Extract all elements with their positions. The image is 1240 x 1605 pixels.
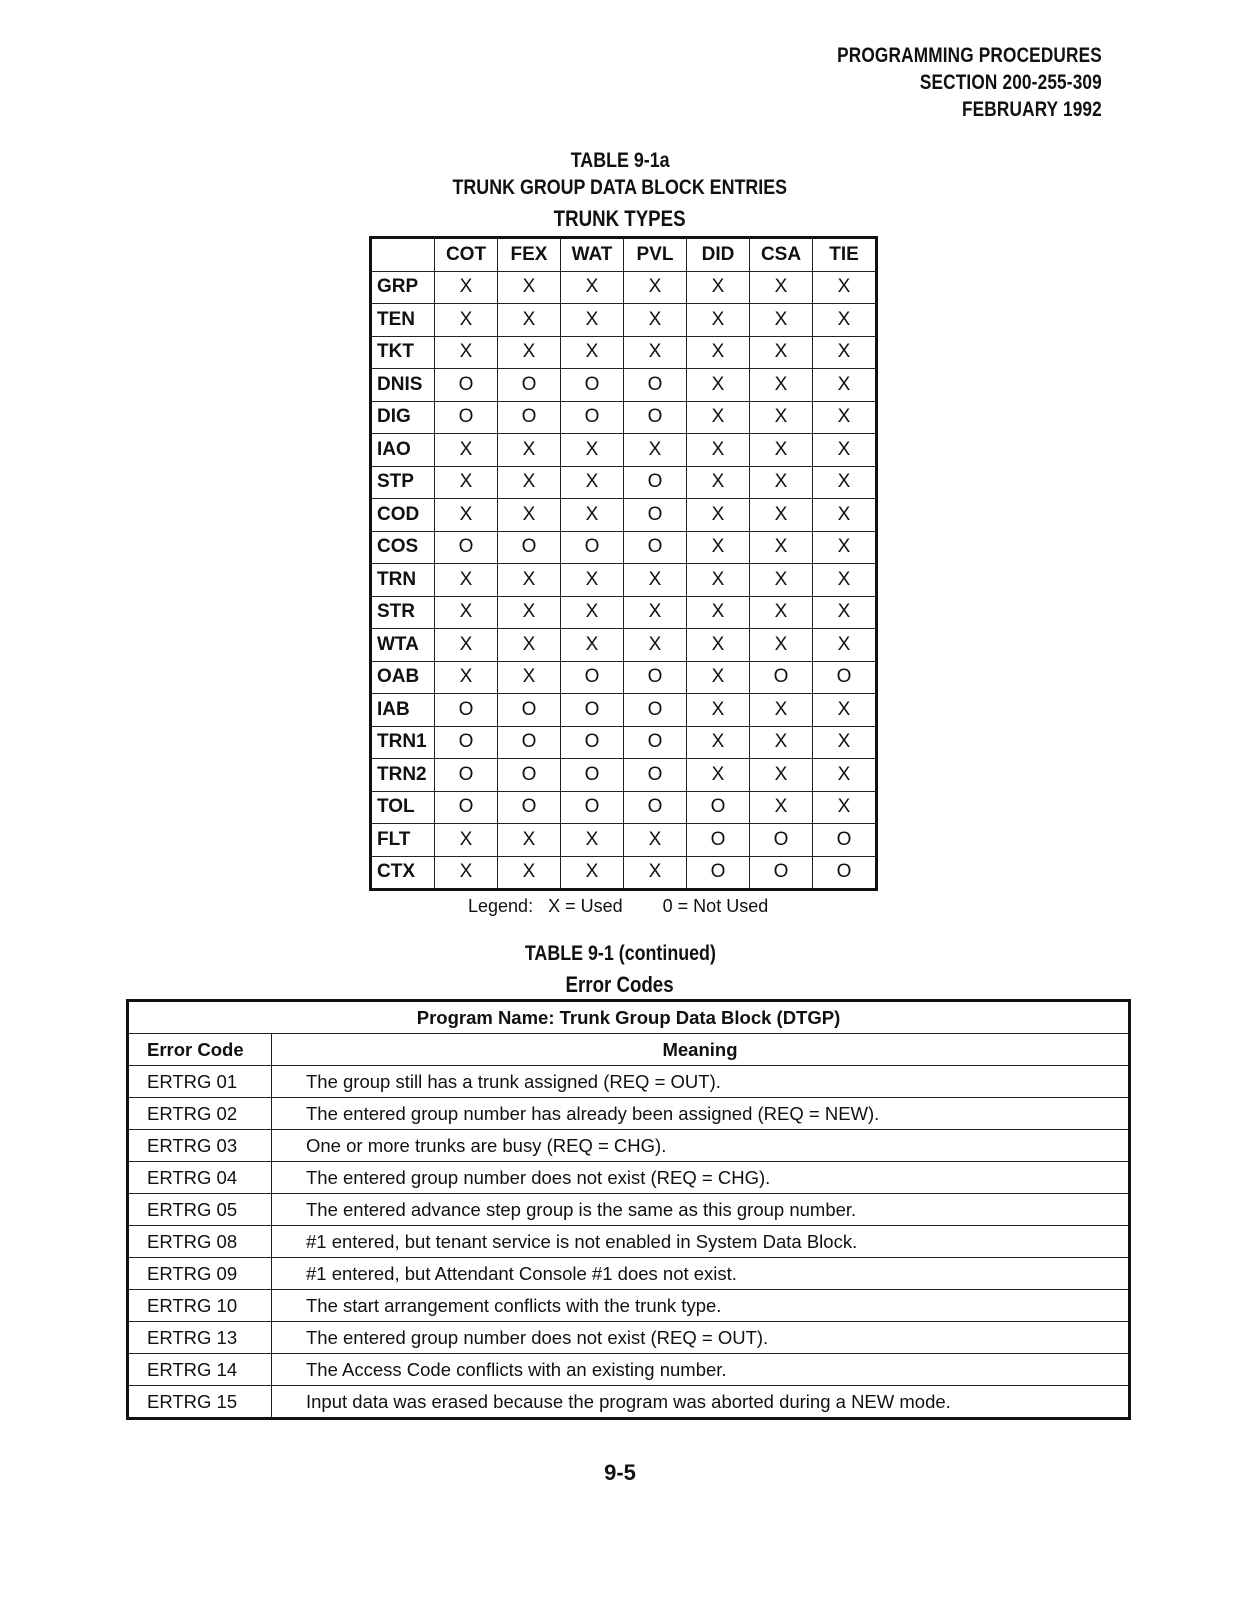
- table-row: [128, 1386, 1130, 1419]
- error-code: ERTRG 10: [128, 1290, 272, 1322]
- cell-value: X: [435, 564, 498, 597]
- cell-value: X: [813, 531, 877, 564]
- error-meaning: The start arrangement conflicts with the trunk type.: [272, 1290, 1130, 1322]
- cell-value: O: [435, 694, 498, 727]
- error-table-header-row: [128, 1034, 1130, 1066]
- cell-value: O: [813, 856, 877, 890]
- cell-value: O: [435, 759, 498, 792]
- cell-value: X: [750, 564, 813, 597]
- cell-value: X: [687, 466, 750, 499]
- cell-value: O: [561, 759, 624, 792]
- cell-value: O: [813, 824, 877, 857]
- cell-value: X: [624, 824, 687, 857]
- table-row: [371, 694, 877, 727]
- cell-value: X: [813, 564, 877, 597]
- col-error-code: Error Code: [128, 1034, 272, 1066]
- cell-value: O: [498, 791, 561, 824]
- cell-value: O: [624, 401, 687, 434]
- error-meaning: The entered group number does not exist (REQ = OUT).: [272, 1322, 1130, 1354]
- cell-value: X: [687, 531, 750, 564]
- table-row: [371, 759, 877, 792]
- cell-value: X: [624, 564, 687, 597]
- cell-value: X: [750, 596, 813, 629]
- cell-value: X: [435, 499, 498, 532]
- cell-value: X: [498, 434, 561, 467]
- cell-value: O: [687, 791, 750, 824]
- cell-value: O: [561, 369, 624, 402]
- cell-value: X: [624, 434, 687, 467]
- cell-value: O: [435, 369, 498, 402]
- cell-value: X: [813, 759, 877, 792]
- error-code: ERTRG 04: [128, 1162, 272, 1194]
- cell-value: X: [498, 336, 561, 369]
- cell-value: X: [750, 304, 813, 337]
- cell-value: X: [624, 596, 687, 629]
- cell-value: X: [687, 369, 750, 402]
- cell-value: X: [561, 596, 624, 629]
- error-meaning: The Access Code conflicts with an existing number.: [272, 1354, 1130, 1386]
- cell-value: O: [750, 824, 813, 857]
- cell-value: X: [813, 596, 877, 629]
- col-header-csa: CSA: [750, 238, 813, 272]
- error-code: ERTRG 05: [128, 1194, 272, 1226]
- header-line-3: FEBRUARY 1992: [962, 98, 1102, 121]
- cell-value: X: [498, 564, 561, 597]
- error-code: ERTRG 02: [128, 1098, 272, 1130]
- cell-value: O: [624, 759, 687, 792]
- table-row: [371, 369, 877, 402]
- row-label: IAO: [371, 434, 435, 467]
- cell-value: X: [750, 694, 813, 727]
- cell-value: X: [498, 596, 561, 629]
- legend-label: Legend:: [468, 896, 534, 916]
- error-code: ERTRG 14: [128, 1354, 272, 1386]
- table-row: [371, 434, 877, 467]
- cell-value: X: [435, 661, 498, 694]
- row-label: FLT: [371, 824, 435, 857]
- cell-value: O: [435, 791, 498, 824]
- cell-value: X: [435, 596, 498, 629]
- cell-value: X: [435, 629, 498, 662]
- cell-value: X: [435, 856, 498, 890]
- table-row: [128, 1290, 1130, 1322]
- cell-value: X: [561, 466, 624, 499]
- cell-value: O: [624, 661, 687, 694]
- table-row: [371, 531, 877, 564]
- error-code: ERTRG 03: [128, 1130, 272, 1162]
- error-meaning: The entered advance step group is the same as this group number.: [272, 1194, 1130, 1226]
- cell-value: X: [687, 304, 750, 337]
- cell-value: X: [687, 401, 750, 434]
- cell-value: X: [498, 499, 561, 532]
- legend-not-used: 0 = Not Used: [662, 896, 769, 916]
- table-row: [371, 304, 877, 337]
- row-label: TOL: [371, 791, 435, 824]
- table-row: [371, 596, 877, 629]
- col-header-fex: FEX: [498, 238, 561, 272]
- table-row: [371, 271, 877, 304]
- cell-value: O: [561, 531, 624, 564]
- cell-value: O: [498, 759, 561, 792]
- row-label: TRN: [371, 564, 435, 597]
- cell-value: O: [624, 791, 687, 824]
- cell-value: X: [687, 499, 750, 532]
- table-row: [128, 1098, 1130, 1130]
- table2-subtitle: Error Codes: [565, 972, 675, 997]
- cell-value: O: [498, 726, 561, 759]
- row-label: DIG: [371, 401, 435, 434]
- error-code: ERTRG 15: [128, 1386, 272, 1419]
- table-row: [128, 1226, 1130, 1258]
- error-code: ERTRG 09: [128, 1258, 272, 1290]
- cell-value: X: [750, 726, 813, 759]
- cell-value: X: [813, 694, 877, 727]
- cell-value: X: [435, 824, 498, 857]
- cell-value: X: [813, 304, 877, 337]
- cell-value: O: [498, 369, 561, 402]
- table-row: [128, 1354, 1130, 1386]
- cell-value: X: [561, 304, 624, 337]
- row-label: COD: [371, 499, 435, 532]
- cell-value: X: [561, 499, 624, 532]
- col-meaning: Meaning: [272, 1034, 1130, 1066]
- cell-value: O: [498, 694, 561, 727]
- cell-value: X: [750, 336, 813, 369]
- cell-value: X: [687, 336, 750, 369]
- trunk-types-table: [369, 236, 878, 891]
- cell-value: X: [624, 856, 687, 890]
- legend-used: X = Used: [548, 896, 623, 916]
- table2-title: TABLE 9-1 (continued): [524, 942, 716, 965]
- cell-value: X: [561, 564, 624, 597]
- cell-value: X: [687, 629, 750, 662]
- program-name-row: [128, 1001, 1130, 1034]
- table-row: [371, 824, 877, 857]
- row-label: WTA: [371, 629, 435, 662]
- cell-value: O: [435, 726, 498, 759]
- program-name: Program Name: Trunk Group Data Block (DTGP): [128, 1001, 1130, 1034]
- cell-value: O: [561, 661, 624, 694]
- table-row: [128, 1258, 1130, 1290]
- table-row: [371, 726, 877, 759]
- table-row: [371, 661, 877, 694]
- cell-value: X: [435, 466, 498, 499]
- table-row: [371, 499, 877, 532]
- cell-value: X: [498, 856, 561, 890]
- cell-value: X: [687, 661, 750, 694]
- cell-value: X: [750, 759, 813, 792]
- table-row: [371, 856, 877, 890]
- error-code: ERTRG 01: [128, 1066, 272, 1098]
- page-number: 9-5: [604, 1460, 636, 1485]
- cell-value: X: [750, 791, 813, 824]
- cell-value: O: [624, 369, 687, 402]
- table-row: [128, 1130, 1130, 1162]
- error-meaning: The entered group number has already been assigned (REQ = NEW).: [272, 1098, 1130, 1130]
- cell-value: X: [435, 336, 498, 369]
- cell-value: X: [561, 336, 624, 369]
- cell-value: X: [498, 304, 561, 337]
- row-label: DNIS: [371, 369, 435, 402]
- cell-value: X: [813, 499, 877, 532]
- col-header-wat: WAT: [561, 238, 624, 272]
- cell-value: O: [561, 726, 624, 759]
- legend: [468, 896, 768, 917]
- row-label: GRP: [371, 271, 435, 304]
- cell-value: O: [750, 661, 813, 694]
- table1-subtitle: TRUNK GROUP DATA BLOCK ENTRIES: [452, 176, 788, 199]
- col-header-tie: TIE: [813, 238, 877, 272]
- cell-value: X: [813, 466, 877, 499]
- cell-value: X: [561, 824, 624, 857]
- cell-value: X: [561, 434, 624, 467]
- cell-value: X: [750, 401, 813, 434]
- cell-value: X: [498, 629, 561, 662]
- table-row: [371, 466, 877, 499]
- cell-value: X: [813, 434, 877, 467]
- cell-value: X: [750, 466, 813, 499]
- row-label: CTX: [371, 856, 435, 890]
- table-row: [371, 336, 877, 369]
- cell-value: X: [624, 271, 687, 304]
- row-label: IAB: [371, 694, 435, 727]
- cell-value: X: [687, 271, 750, 304]
- cell-value: O: [498, 531, 561, 564]
- table-row: [128, 1162, 1130, 1194]
- cell-value: O: [687, 824, 750, 857]
- row-label: TRN1: [371, 726, 435, 759]
- cell-value: X: [435, 271, 498, 304]
- table-row: [371, 791, 877, 824]
- error-meaning: #1 entered, but tenant service is not enabled in System Data Block.: [272, 1226, 1130, 1258]
- cell-value: X: [624, 304, 687, 337]
- table-row: [371, 401, 877, 434]
- cell-value: O: [750, 856, 813, 890]
- corner-cell: [371, 238, 435, 272]
- cell-value: X: [498, 271, 561, 304]
- cell-value: O: [435, 531, 498, 564]
- cell-value: X: [750, 369, 813, 402]
- col-header-did: DID: [687, 238, 750, 272]
- cell-value: X: [561, 856, 624, 890]
- cell-value: O: [687, 856, 750, 890]
- cell-value: X: [687, 759, 750, 792]
- cell-value: X: [498, 466, 561, 499]
- trunk-table-header-row: [371, 238, 877, 272]
- col-header-cot: COT: [435, 238, 498, 272]
- cell-value: X: [561, 629, 624, 662]
- error-meaning: #1 entered, but Attendant Console #1 does not exist.: [272, 1258, 1130, 1290]
- table-row: [128, 1066, 1130, 1098]
- header-line-1: PROGRAMMING PROCEDURES: [837, 44, 1102, 67]
- cell-value: O: [498, 401, 561, 434]
- row-label: TKT: [371, 336, 435, 369]
- cell-value: O: [435, 401, 498, 434]
- cell-value: X: [750, 531, 813, 564]
- cell-value: X: [813, 401, 877, 434]
- row-label: STR: [371, 596, 435, 629]
- table1-title: TABLE 9-1a: [570, 149, 670, 172]
- cell-value: X: [624, 336, 687, 369]
- cell-value: O: [624, 531, 687, 564]
- row-label: COS: [371, 531, 435, 564]
- cell-value: O: [561, 694, 624, 727]
- table-row: [371, 564, 877, 597]
- cell-value: X: [750, 499, 813, 532]
- cell-value: O: [624, 726, 687, 759]
- page-header: [837, 42, 1102, 123]
- cell-value: X: [750, 271, 813, 304]
- cell-value: X: [624, 629, 687, 662]
- cell-value: X: [750, 629, 813, 662]
- col-header-pvl: PVL: [624, 238, 687, 272]
- row-label: OAB: [371, 661, 435, 694]
- error-meaning: The entered group number does not exist (REQ = CHG).: [272, 1162, 1130, 1194]
- cell-value: O: [624, 499, 687, 532]
- cell-value: O: [624, 694, 687, 727]
- error-meaning: The group still has a trunk assigned (REQ = OUT).: [272, 1066, 1130, 1098]
- cell-value: X: [813, 726, 877, 759]
- cell-value: O: [561, 791, 624, 824]
- row-label: TEN: [371, 304, 435, 337]
- table-row: [128, 1194, 1130, 1226]
- row-label: TRN2: [371, 759, 435, 792]
- error-meaning: Input data was erased because the program was aborted during a NEW mode.: [272, 1386, 1130, 1419]
- cell-value: X: [813, 271, 877, 304]
- cell-value: X: [687, 564, 750, 597]
- header-line-2: SECTION 200-255-309: [919, 71, 1102, 94]
- cell-value: X: [813, 629, 877, 662]
- cell-value: X: [687, 596, 750, 629]
- error-codes-table: [126, 999, 1131, 1420]
- cell-value: O: [561, 401, 624, 434]
- table1-caption: TRUNK TYPES: [554, 206, 686, 231]
- cell-value: X: [687, 434, 750, 467]
- error-code: ERTRG 13: [128, 1322, 272, 1354]
- cell-value: X: [435, 304, 498, 337]
- cell-value: X: [750, 434, 813, 467]
- cell-value: X: [561, 271, 624, 304]
- error-code: ERTRG 08: [128, 1226, 272, 1258]
- cell-value: X: [498, 824, 561, 857]
- table-row: [371, 629, 877, 662]
- cell-value: X: [498, 661, 561, 694]
- cell-value: O: [813, 661, 877, 694]
- cell-value: X: [687, 694, 750, 727]
- cell-value: X: [813, 369, 877, 402]
- row-label: STP: [371, 466, 435, 499]
- cell-value: O: [624, 466, 687, 499]
- cell-value: X: [687, 726, 750, 759]
- error-meaning: One or more trunks are busy (REQ = CHG).: [272, 1130, 1130, 1162]
- cell-value: X: [813, 791, 877, 824]
- cell-value: X: [435, 434, 498, 467]
- table-row: [128, 1322, 1130, 1354]
- cell-value: X: [813, 336, 877, 369]
